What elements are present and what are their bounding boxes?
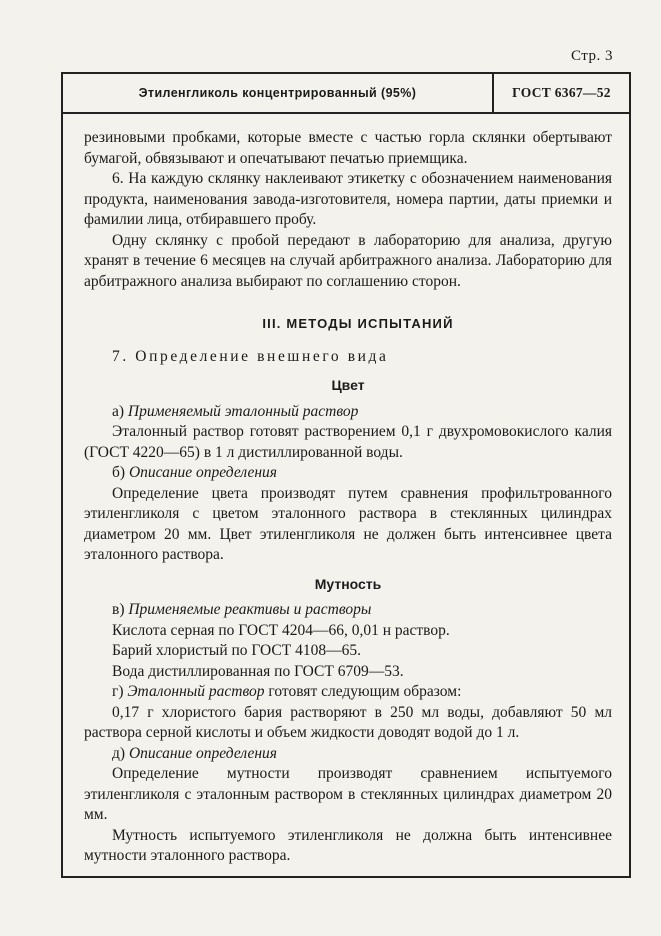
paragraph-turbidity-limit: Мутность испытуемого этиленгликоля не должна быть интенсивнее мутности эталонного раствора.: [84, 826, 612, 864]
reagent-barium-chloride: Барий хлористый по ГОСТ 4108—65.: [112, 642, 361, 659]
turbidity-subheading: Мутность: [314, 575, 382, 592]
document-body: [84, 128, 612, 867]
subsection-v-title: Применяемые реактивы и растворы: [128, 601, 372, 618]
section-heading: III. МЕТОДЫ ИСПЫТАНИЙ: [262, 316, 454, 331]
color-subheading: Цвет: [331, 377, 365, 393]
subsection-a-title: Применяемый эталонный раствор: [127, 402, 359, 420]
subsection-d-label: д): [112, 744, 126, 762]
subsection-a-label: а): [112, 402, 125, 420]
subsection-d: [84, 744, 612, 765]
subsection-g-rest: готовят следующим образом:: [268, 683, 462, 700]
paragraph-turbidity-method: Определение мутности производят сравнением испытуемого этиленгликоля с эталонным раствором в стеклянных цилиндрах диаметром 20 мм.: [84, 765, 612, 823]
subsection-v: [84, 600, 612, 621]
running-header: [61, 72, 631, 114]
reagent-sulfuric-acid: Кислота серная по ГОСТ 4204—66, 0,01 н раствор.: [112, 621, 450, 639]
reagent-distilled-water: Вода дистиллированная по ГОСТ 6709—53.: [112, 662, 404, 680]
subsection-g-title: Эталонный раствор: [127, 683, 265, 700]
paragraph-arbitration: Одну склянку с пробой передают в лабораторию для анализа, другую хранят в течение 6 месяцев на случай арбитражного анализа. Лабораторию для арбитражного анализа выбирают по соглашению сторон.: [84, 231, 612, 290]
subsection-b: [84, 463, 612, 484]
page-number: Стр. 3: [571, 48, 614, 64]
subsection-g: [84, 682, 612, 703]
paragraph-turbidity-solution: 0,17 г хлористого бария растворяют в 250 мл воды, добавляют 50 мл раствора серной кислоты и объем жидкости доводят водой до 1 л.: [84, 703, 612, 741]
paragraph-standard-solution: Эталонный раствор готовят растворением 0,1 г двухромовокислого калия (ГОСТ 4220—65) в 1 л дистиллированной воды.: [84, 423, 612, 461]
item-7-heading: 7. Определение внешнего вида: [112, 347, 389, 365]
header-title: Этиленгликоль концентрированный (95%): [63, 74, 494, 112]
subsection-b-label: б): [112, 464, 126, 481]
paragraph-item-6: 6. На каждую склянку наклеивают этикетку с обозначением наименования продукта, наименования завода-изготовителя, номера партии, даты приемки и фамилии лица, отбиравшего пробу.: [84, 170, 612, 228]
paragraph-color-method: Определение цвета производят путем сравнения профильтрованного этиленгликоля с цветом эталонного раствора в стеклянных цилиндрах диаметром 20 мм. Цвет этиленгликоля не должен быть интенсивнее цвета эталонного раствора.: [84, 484, 612, 563]
header-standard: ГОСТ 6367—52: [512, 85, 611, 100]
subsection-v-label: в): [112, 601, 125, 618]
paragraph-continuation: резиновыми пробками, которые вместе с частью горла склянки обертывают бумагой, обвязывают и опечатывают печатью приемщика.: [84, 129, 612, 167]
subsection-a: [84, 402, 612, 423]
subsection-b-title: Описание определения: [128, 464, 277, 481]
subsection-g-label: г): [112, 683, 124, 700]
subsection-d-title: Описание определения: [128, 744, 277, 762]
